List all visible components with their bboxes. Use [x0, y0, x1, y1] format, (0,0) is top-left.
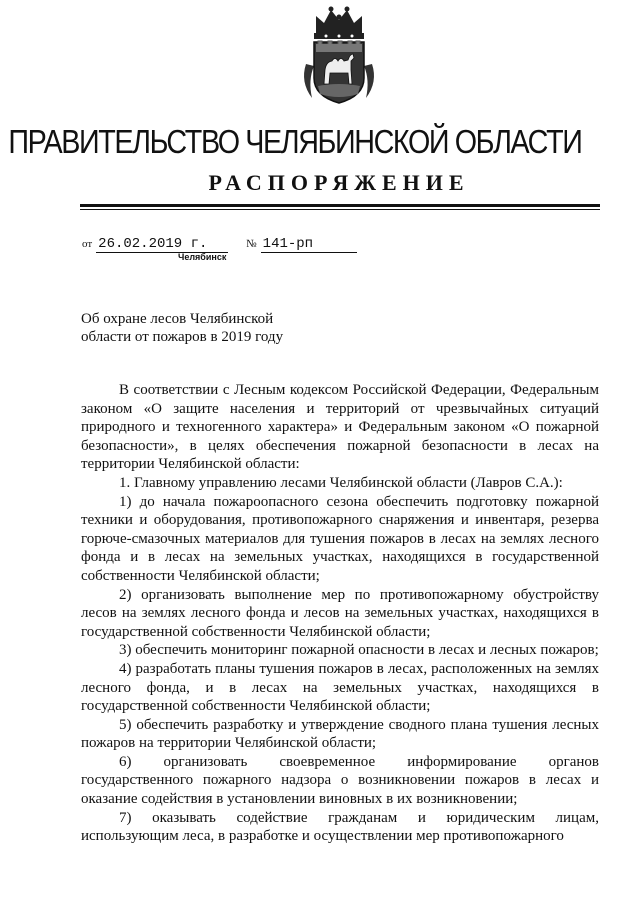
chelyabinsk-coat-of-arms-icon	[296, 4, 382, 106]
body-paragraph: 1) до начала пожароопасного сезона обеспечить подготовку пожарной техники и оборудования, противопожарного снаряжения и инвентаря, резерва горюче-смазочных материалов для тушения пожаров в лесах на землях лесного фонда и в лесах на земельных участках, находящихся в государственной собственности Челябинской области;	[81, 493, 599, 584]
number-label: №	[246, 238, 257, 250]
document-number: 141-рп	[261, 236, 357, 253]
body-paragraph: 1. Главному управлению лесами Челябинской области (Лавров С.А.):	[119, 474, 563, 491]
body-paragraph: 6) организовать своевременное информирование органов государственного пожарного надзора о возникновении пожаров в лесах и оказание содействия в установлении виновных в их возникновении;	[81, 753, 599, 808]
body-paragraph: 2) организовать выполнение мер по противопожарному обустройству лесов на землях лесного фонда и лесов на земельных участках, находящихся в государственной собственности Челябинской области;	[81, 586, 599, 640]
subject-line: Об охране лесов Челябинской	[81, 311, 274, 327]
body-paragraph: 5) обеспечить разработку и утверждение сводного плана тушения лесных пожаров на территории Челябинской области;	[81, 716, 599, 752]
document-body	[81, 381, 599, 846]
body-paragraph: В соответствии с Лесным кодексом Российской Федерации, Федеральным законом «О защите населения и территорий от чрезвычайных ситуаций природного и техногенного характера» и Федеральным законом «О пожарной безопасности», в целях обеспечения пожарной безопасности в лесах на территории Челябинской области:	[81, 382, 599, 473]
document-subject	[81, 310, 283, 346]
body-paragraph: 7) оказывать содействие гражданам и юридическим лицам, использующим леса, в разработке и осуществлении мер противопожарного	[81, 809, 599, 845]
header-rule-thin	[80, 209, 600, 210]
document-date: 26.02.2019 г.	[96, 236, 228, 253]
date-label: от	[82, 238, 93, 250]
header-rule-thick	[80, 204, 600, 207]
government-title: ПРАВИТЕЛЬСТВО ЧЕЛЯБИНСКОЙ ОБЛАСТИ	[8, 123, 582, 160]
document-type: РАСПОРЯЖЕНИЕ	[208, 170, 470, 195]
coat-of-arms-emblem	[296, 4, 382, 106]
dateline	[82, 234, 357, 254]
subject-line: области от пожаров в 2019 году	[81, 329, 284, 345]
body-paragraph: 3) обеспечить мониторинг пожарной опасности в лесах и лесных пожаров;	[119, 642, 599, 659]
body-paragraph: 4) разработать планы тушения пожаров в лесах, расположенных на землях лесного фонда, и в лесах на земельных участках, находящихся в государственной собственности Челябинской области;	[81, 660, 599, 715]
city: Челябинск	[178, 252, 227, 262]
